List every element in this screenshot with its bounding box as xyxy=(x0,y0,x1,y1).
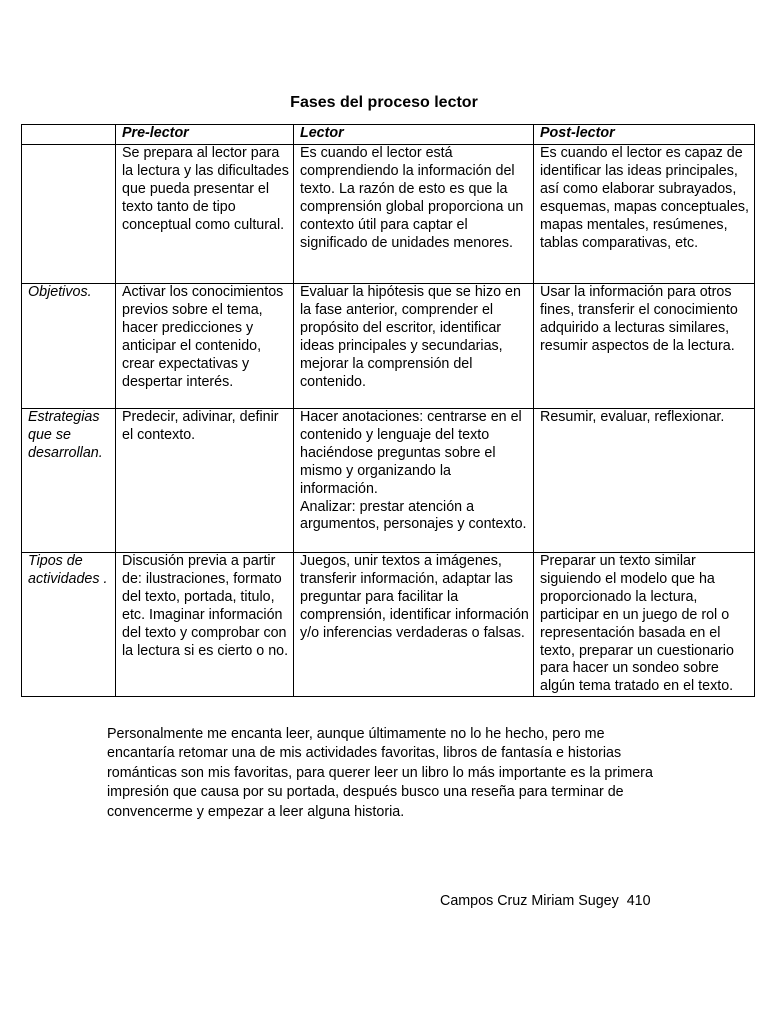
table-row-objetivos xyxy=(22,284,755,409)
table-row-description xyxy=(22,145,755,284)
table-cell: Resumir, evaluar, reflexionar. xyxy=(534,409,755,553)
table-header-row xyxy=(22,125,755,145)
row-label: Tipos de actividades . xyxy=(22,553,116,697)
table-cell: Es cuando el lector está comprendiendo la información del texto. La razón de esto es que la comprensión global proporciona un contexto útil para captar el significado de unidades menores. xyxy=(294,145,534,284)
table-row-estrategias xyxy=(22,409,755,553)
header-cell-post-lector: Post-lector xyxy=(534,125,755,145)
table-cell: Es cuando el lector es capaz de identificar las ideas principales, así como elaborar subrayados, esquemas, mapas conceptuales, mapas mentales, resúmenes, tablas comparativas, etc. xyxy=(534,145,755,284)
author-signature: Campos Cruz Miriam Sugey 410 xyxy=(440,893,651,909)
header-cell-empty xyxy=(22,125,116,145)
row-label: Estrategias que se desarrollan. xyxy=(22,409,116,553)
header-cell-pre-lector: Pre-lector xyxy=(116,125,294,145)
table-cell: Juegos, unir textos a imágenes, transferir información, adaptar las preguntar para facilitar la comprensión, identificar información y/o inferencias verdaderas o falsas. xyxy=(294,553,534,697)
row-label xyxy=(22,145,116,284)
document-title: Fases del proceso lector xyxy=(290,94,478,111)
cell-text: Hacer anotaciones: centrarse en el contenido y lenguaje del texto haciéndose preguntas sobre el mismo y organizando la información. xyxy=(300,409,522,497)
cell-text-extra: Analizar: prestar atención a argumentos, personajes y contexto. xyxy=(300,498,527,533)
table-cell: Activar los conocimientos previos sobre el tema, hacer predicciones y anticipar el contenido, crear expectativas y despertar interés. xyxy=(116,284,294,409)
table-cell: Usar la información para otros fines, transferir el conocimiento adquirido a lecturas similares, resumir aspectos de la lectura. xyxy=(534,284,755,409)
table-cell: Predecir, adivinar, definir el contexto. xyxy=(116,409,294,553)
table-row-actividades xyxy=(22,553,755,697)
table-cell: Preparar un texto similar siguiendo el modelo que ha proporcionado la lectura, participar en un juego de rol o representación basada en el texto, preparar un cuestionario para hacer un sondeo sobre algún tema tratado en el texto. xyxy=(534,553,755,697)
header-cell-lector: Lector xyxy=(294,125,534,145)
reading-phases-table xyxy=(21,124,755,697)
row-label: Objetivos. xyxy=(22,284,116,409)
table-cell: Discusión previa a partir de: ilustraciones, formato del texto, portada, titulo, etc. Imaginar información del texto y comprobar con la lectura si es cierto o no. xyxy=(116,553,294,697)
table-cell: Evaluar la hipótesis que se hizo en la fase anterior, comprender el propósito del escritor, identificar ideas principales y secundarias, mejorar la comprensión del contenido. xyxy=(294,284,534,409)
table-cell xyxy=(294,409,534,553)
table-cell: Se prepara al lector para la lectura y las dificultades que pueda presentar el texto tanto de tipo conceptual como cultural. xyxy=(116,145,294,284)
personal-paragraph: Personalmente me encanta leer, aunque últimamente no lo he hecho, pero me encantaría retomar una de mis actividades favoritas, libros de fantasía e historias románticas son mis favoritas, para querer leer un libro lo más importante es la primera impresión que causa por su portada, después busco una reseña para terminar de convencerme y empezar a leer alguna historia. xyxy=(107,726,653,820)
